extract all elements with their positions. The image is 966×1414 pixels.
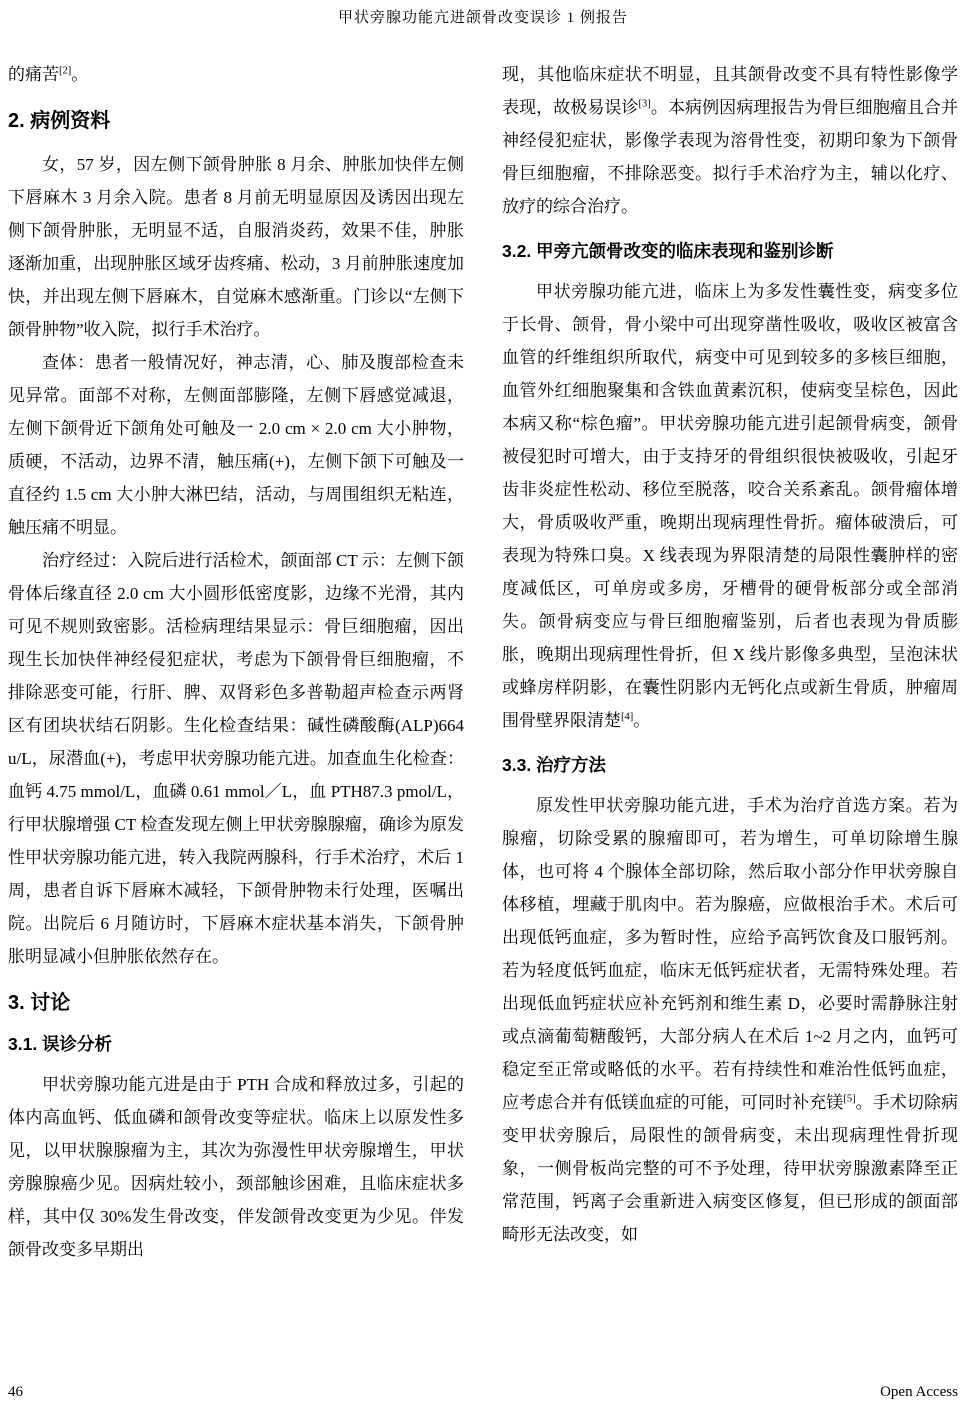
section-heading-treatment-methods: 3.3. 治疗方法 [502,755,607,775]
section-heading-clinical-features: 3.2. 甲旁亢颌骨改变的临床表现和鉴别诊断 [502,241,834,261]
paragraph-case-history: 女，57 岁，因左侧下颌骨肿胀 8 月余、肿胀加快伴左侧下唇麻木 3 月余入院。患者 8 月前无明显原因及诱因出现左侧下颌骨肿胀，无明显不适，自服消炎药，效果不佳，肿胀逐渐加重，出现肿胀区域牙齿疼痛、松动，3 月前肿胀速度加快，并出现左侧下唇麻木，自觉麻木感渐重。门诊以“左侧下颌骨肿物”收入院，拟行手术治疗。 [8,155,464,339]
left-column [8,58,464,1266]
right-column [502,58,958,1266]
two-column-body [8,58,958,1266]
paragraph-intro-tail: 的痛苦[2]。 [8,65,89,84]
section-heading-case-report: 2. 病例资料 [8,110,111,132]
section-heading-discussion: 3. 讨论 [8,992,71,1014]
page-number: 46 [8,1384,23,1400]
paragraph-misdiagnosis-analysis-part2: 现，其他临床症状不明显，且其颌骨改变不具有特性影像学表现，故极易误诊[3]。本病例因病理报告为骨巨细胞瘤且合并神经侵犯症状，影像学表现为溶骨性变，初期印象为下颌骨骨巨细胞瘤，不排除恶变。拟行手术治疗为主，辅以化疗、放疗的综合治疗。 [502,65,959,216]
open-access-label: Open Access [880,1384,958,1400]
paragraph-treatment-course: 治疗经过：入院后进行活检术，颌面部 CT 示：左侧下颌骨体后缘直径 2.0 cm 大小圆形低密度影，边缘不光滑，其内可见不规则致密影。活检病理结果显示：骨巨细胞瘤，因出现生长加快伴神经侵犯症状，考虑为下颌骨骨巨细胞瘤，不排除恶变可能，行肝、脾、双肾彩色多普勒超声检查示两肾区有团块状结石阴影。生化检查结果：碱性磷酸酶(ALP)664 u/L，尿潜血(+)，考虑甲状旁腺功能亢进。加查血生化检查：血钙 4.75 mmol/L，血磷 0.61 mmol／L，血 PTH87.3 pmol/L，行甲状腺增强 CT 检查发现左侧上甲状旁腺腺瘤，确诊为原发性甲状旁腺功能亢进，转入我院两腺科，行手术治疗，术后 1 周，患者自诉下唇麻木减轻，下颌骨肿物未行处理，医嘱出院。出院后 6 月随访时，下唇麻木症状基本消失，下颌骨肿胀明显减小但肿胀依然存在。 [8,551,464,966]
paragraph-clinical-features: 甲状旁腺功能亢进，临床上为多发性囊性变，病变多位于长骨、颌骨，骨小梁中可出现穿凿性吸收，吸收区被富含血管的纤维组织所取代，病变中可见到较多的多核巨细胞，血管外红细胞聚集和含铁血黄素沉积，使病变呈棕色，因此本病又称“棕色瘤”。甲状旁腺功能亢进引起颌骨病变，颌骨被侵犯时可增大，由于支持牙的骨组织很快被吸收，引起牙齿非炎症性松动、移位至脱落，咬合关系紊乱。颌骨瘤体增大，骨质吸收严重，晚期出现病理性骨折。瘤体破溃后，可表现为特殊口臭。X 线表现为界限清楚的局限性囊肿样的密度减低区，可单房或多房，牙槽骨的硬骨板部分或全部消失。颌骨病变应与骨巨细胞瘤鉴别，后者也表现为骨质膨胀，晚期出现病理性骨折，但 X 线片影像多典型，呈泡沫状或蜂房样阴影，在囊性阴影内无钙化点或新生骨质，肿瘤周围骨壁界限清楚[4]。 [502,282,958,730]
section-heading-misdiagnosis-analysis: 3.1. 误诊分析 [8,1034,113,1054]
paragraph-physical-examination: 查体：患者一般情况好，神志清，心、肺及腹部检查未见异常。面部不对称，左侧面部膨隆，左侧下唇感觉减退，左侧下颌骨近下颌角处可触及一 2.0 cm × 2.0 cm 大小肿物，质硬，不活动，边界不清，触压痛(+)，左侧下颌下可触及一直径约 1.5 cm 大小肿大淋巴结，活动，与周围组织无粘连，触压痛不明显。 [8,353,464,537]
paragraph-treatment-methods: 原发性甲状旁腺功能亢进，手术为治疗首选方案。若为腺瘤，切除受累的腺瘤即可，若为增生，可单切除增生腺体，也可将 4 个腺体全部切除，然后取小部分作甲状旁腺自体移植，埋藏于肌肉中。若为腺癌，应做根治手术。术后可出现低钙血症，多为暂时性，应给予高钙饮食及口服钙剂。若为轻度低钙血症，临床无低钙症状者，无需特殊处理。若出现低血钙症状应补充钙剂和维生素 D，必要时需静脉注射或点滴葡萄糖酸钙，大部分病人在术后 1~2 月之内，血钙可稳定至正常或略低的水平。若有持续性和难治性低钙血症，应考虑合并有低镁血症的可能，可同时补充镁[5]。手术切除病变甲状旁腺后，局限性的颌骨病变，未出现病理性骨折现象，一侧骨板尚完整的可不予处理，待甲状旁腺激素降至正常范围，钙离子会重新进入病变区修复，但已形成的颌面部畸形无法改变，如 [502,796,959,1244]
running-title: 甲状旁腺功能亢进颌骨改变误诊 1 例报告 [337,10,628,26]
page-footer [8,1382,958,1402]
paragraph-misdiagnosis-analysis-part1: 甲状旁腺功能亢进是由于 PTH 合成和释放过多，引起的体内高血钙、低血磷和颌骨改变等症状。临床上以原发性多见，以甲状腺腺瘤为主，其次为弥漫性甲状旁腺增生，甲状旁腺腺癌少见。因病灶较小，颈部触诊困难，且临床症状多样，其中仅 30%发生骨改变，伴发颌骨改变更为少见。伴发颌骨改变多早期出 [8,1075,464,1259]
